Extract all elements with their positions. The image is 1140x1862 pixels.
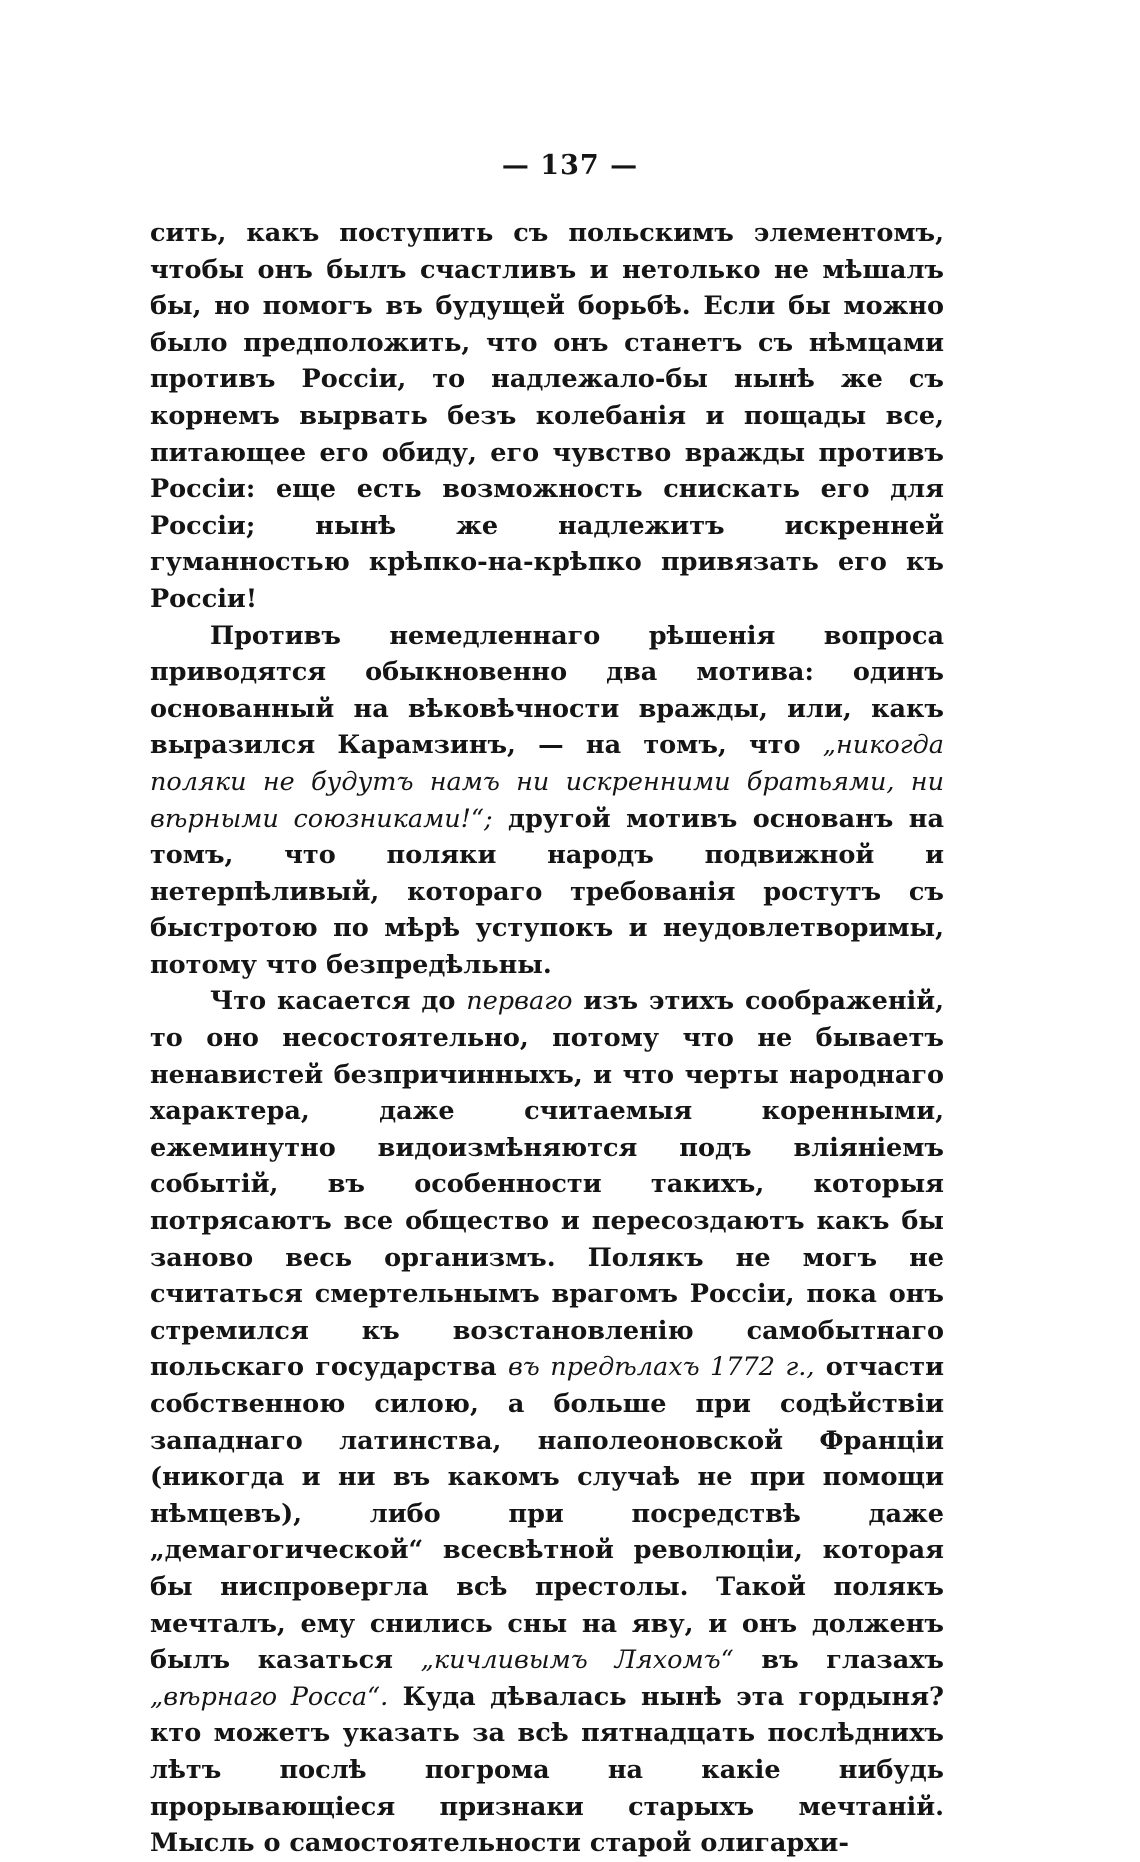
text-run: въ глазахъ: [733, 1645, 944, 1676]
text-run: Куда дѣвалась нынѣ эта гордыня? кто можетъ указать за всѣ пятнадцать послѣднихъ лѣтъ послѣ погрома на какіе нибудь прорывающіеся признаки старыхъ мечтаній. Мысль о самостоятельности старой олигархи-: [150, 1681, 944, 1859]
italic-word: перваго: [466, 986, 573, 1017]
body-text: [150, 215, 944, 1862]
page-number: — 137 —: [501, 150, 639, 181]
italic-quote: „кичливымъ Ляхомъ“: [420, 1645, 734, 1676]
paragraph-2: [150, 618, 944, 984]
text-run: изъ этихъ соображеній, то оно несостоятельно, потому что не бываетъ ненавистей безпричинныхъ, и что черты народнаго характера, даже считаемыя коренными, ежеминутно видоизмѣняются подъ вліяніемъ событій, въ особенности такихъ, которыя потрясаютъ все общество и пересоздаютъ какъ бы заново весь организмъ. Полякъ не могъ не считаться смертельнымъ врагомъ Россіи, пока онъ стремился къ возстановленію самобытнаго польскаго государства: [150, 986, 945, 1383]
text-run: другой мотивъ основанъ на томъ, что поляки народъ подвижной и нетерпѣливый, котораго требованія ростутъ съ быстротою по мѣрѣ уступокъ и неудовлетворимы, потому что безпредѣльны.: [150, 803, 944, 980]
italic-phrase: въ предѣлахъ 1772 г.,: [507, 1352, 815, 1383]
text-run: сить, какъ поступить съ польскимъ элементомъ, чтобы онъ былъ счастливъ и нетолько не мѣшалъ бы, но помогъ въ будущей борьбѣ. Если бы можно было предположить, что онъ станетъ съ нѣмцами противъ Россіи, то надлежало-бы нынѣ же съ корнемъ вырвать безъ колебанія и пощады все, питающее его обиду, его чувство вражды противъ Россіи: еще есть возможность снискать его для Россіи; нынѣ же надлежитъ искренней гуманностью крѣпко-на-крѣпко привязать его къ Россіи!: [150, 218, 944, 614]
paragraph-3: [150, 983, 944, 1861]
italic-quote: „никогда поляки не будутъ намъ ни искренними братьями, ни вѣрными союзниками!“;: [150, 730, 944, 834]
text-run: Противъ немедленнаго рѣшенія вопроса приводятся обыкновенно два мотива: одинъ основанный на вѣковѣчности вражды, или, какъ выразился Карамзинъ, — на томъ, что: [150, 620, 944, 761]
text-run: Что касается до: [210, 986, 467, 1017]
italic-quote: „вѣрнаго Росса“.: [150, 1681, 389, 1712]
text-run: отчасти собственною силою, а больше при содѣйствіи западнаго латинства, наполеоновской Франціи (никогда и ни въ какомъ случаѣ не при помощи нѣмцевъ), либо при посредствѣ даже „демагогической“ всесвѣтной революціи, которая бы ниспровергла всѣ престолы. Такой полякъ мечталъ, ему снились сны на яву, и онъ долженъ былъ казаться: [150, 1352, 944, 1676]
paragraph-1: [150, 215, 944, 618]
